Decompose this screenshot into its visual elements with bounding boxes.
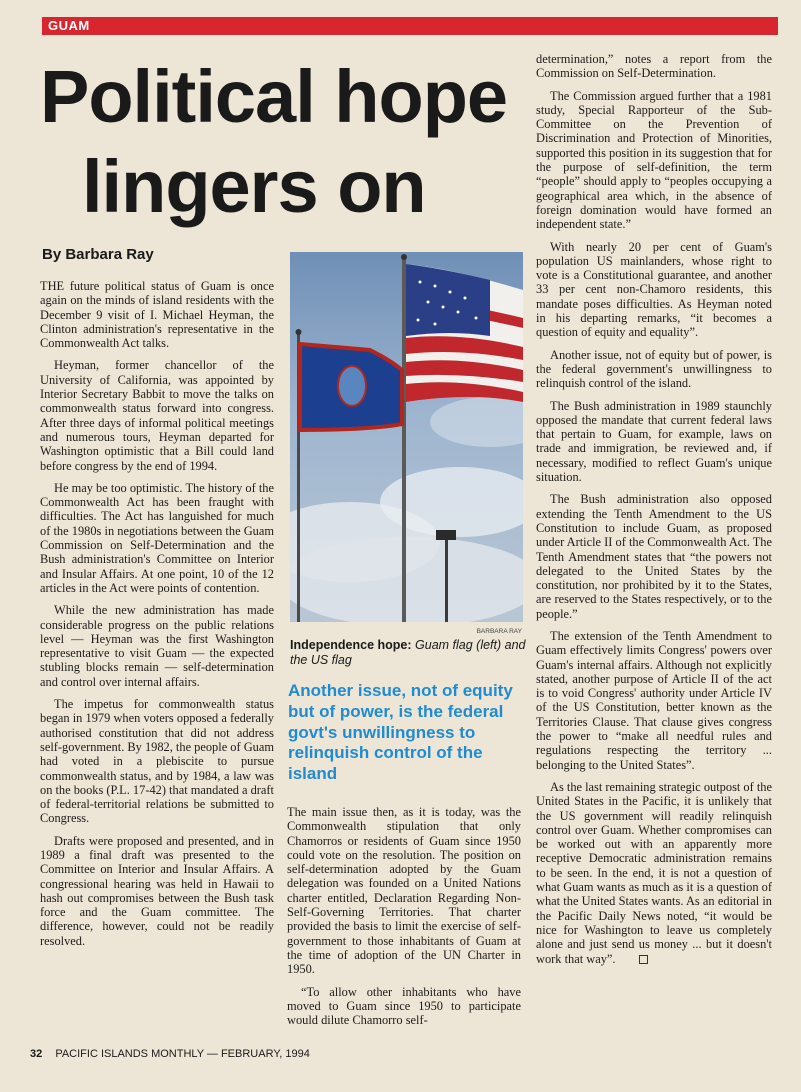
end-mark-icon bbox=[639, 955, 648, 964]
caption-title: Independence hope: bbox=[290, 638, 412, 652]
paragraph: determination,” notes a report from the Commission on Self-Determination. bbox=[536, 52, 772, 81]
caption-text: Guam flag (left) and the US flag bbox=[290, 638, 526, 667]
paragraph: The impetus for commonwealth status began in 1979 when voters opposed a federally authorised constitution that did not address self-government. By 1982, the people of Guam had voted in a plebiscite to pursue commonwealth status, and by 1984, a law was on the books (P.L. 17-42) that mandated a draft of federal-territorial relations be submitted to Congress. bbox=[40, 697, 274, 826]
paragraph: The extension of the Tenth Amendment to Guam effectively limits Congress' powers over Guam's internal affairs. Although not explicitly stated, another purpose of Article II of the act is to void Congress' authority under Article IV of the US Constitution, better known as the Territories Clause. That clause gives congress the power to “make all needful rules and regulations respecting the territory ... belonging to the United States”. bbox=[536, 628, 772, 772]
paragraph: THE future political status of Guam is once again on the minds of island residents with the December 9 visit of I. Michael Heyman, the Clinton administration's representative in the Commonwealth Act talks. bbox=[40, 279, 274, 351]
paragraph: The Commission argued further that a 1981 study, Special Rapporteur of the Sub-Committee on the Prevention of Discrimination and Protection of Minorities, supported this position in its suggestion that for the purpose of self-definition, the term “people” should apply to “peoples occupying a geographical area which, in the absence of foreign domination would have formed an independent state.” bbox=[536, 88, 772, 232]
article-column-1 bbox=[40, 279, 274, 956]
photo-caption bbox=[290, 638, 526, 668]
article-column-3 bbox=[536, 52, 772, 974]
page-footer bbox=[30, 1048, 310, 1060]
paragraph-last bbox=[536, 780, 772, 966]
headline bbox=[40, 52, 540, 232]
paragraph: Heyman, former chancellor of the University of California, was appointed by Interior Secretary Babbit to move the talks on commonwealth status forward into congress. After three days of informal political meetings and numerous tours, Heyman departed for Washington optimistic that a Bill could land before congress by the end of 1994. bbox=[40, 358, 274, 473]
article-column-2 bbox=[287, 805, 521, 1035]
paragraph: “To allow other inhabitants who have moved to Guam since 1950 to participate would dilute Chamorro self- bbox=[287, 984, 521, 1028]
page-number: 32 bbox=[30, 1048, 43, 1060]
paragraph: The Bush administration also opposed extending the Tenth Amendment to the US Constitution to include Guam, as proposed under Article II of the Commonwealth Act. The Tenth Amendment states that “the powers not delegated to the United States by the constitution, nor prohibited by it to the States, are reserved to the States respectively, or to the people.” bbox=[536, 492, 772, 621]
paragraph: Drafts were proposed and presented, and in 1989 a final draft was presented to the Committee on Interior and Insular Affairs. A congressional hearing was held in Hawaii to hash out compromises between the Bush task force and the Guam committee. The difference, however, could not be readily resolved. bbox=[40, 833, 274, 948]
publication-line: PACIFIC ISLANDS MONTHLY — FEBRUARY, 1994 bbox=[55, 1048, 310, 1060]
paragraph-last-text: As the last remaining strategic outpost of the United States in the Pacific, it is unlikely that the US government will readily relinquish control over Guam. Whether compromises can be worked out with an apparently more receptive Democratic administration remains to be seen. In the end, it is not a question of what Guam wants as much as it is a question of what the United States wants. As an editorial in the Pacific Daily News noted, “it would be nice for Washington to leave us completely alone and just send us money ... but it doesn't work that way”. bbox=[536, 779, 772, 966]
byline: By Barbara Ray bbox=[42, 246, 154, 263]
headline-line-1: Political hope bbox=[40, 55, 508, 138]
headline-line-2: lingers on bbox=[82, 145, 426, 228]
flags-photo bbox=[290, 252, 523, 622]
pull-quote: Another issue, not of equity but of power, is the federal govt's unwillingness to relinquish control of the island bbox=[288, 681, 513, 784]
paragraph: The main issue then, as it is today, was the Commonwealth stipulation that only Chamorros or residents of Guam since 1950 could vote on the resolution. The position on self-determination adopted by the Guam delegation was founded on a United Nations charter entitled, Declaration Regarding Non-Self-Governing Territories. That charter provided the basis to limit the exercise of self-government to those inhabitants of Guam at the time of adoption of the UN Charter in 1950. bbox=[287, 805, 521, 977]
paragraph: While the new administration has made considerable progress on the public relations level — Heyman was the first Washington representative to visit Guam — the expected stubling blocks remain — self-determination and control over internal affairs. bbox=[40, 603, 274, 689]
photo-credit: BARBARA RAY bbox=[476, 628, 522, 635]
paragraph: With nearly 20 per cent of Guam's population US mainlanders, whose right to vote is a Constitutional guarantee, and another 33 per cent non-Chamoro residents, this mandate poses difficulties. As Heyman noted in his departing remarks, “it becomes a question of equity and equality”. bbox=[536, 239, 772, 340]
paragraph: Another issue, not of equity but of power, is the federal government's unwillingness to relinquish control of the island. bbox=[536, 347, 772, 391]
paragraph: The Bush administration in 1989 staunchly opposed the mandate that current federal laws that pertain to Guam, for example, laws on trade and immigration, be reviewed and, if necessary, modified to reflect Guam's unique situation. bbox=[536, 398, 772, 485]
flags-photo-illustration bbox=[290, 252, 523, 622]
paragraph: He may be too optimistic. The history of the Commonwealth Act has been fraught with difficulties. The Act has languished for much of the 1980s in negotiations between the Guam Commission on Self-Determination and the Bush administration's Committee on Interior and Insular Affairs. At one point, 10 of the 12 articles in the Act were points of contention. bbox=[40, 480, 274, 595]
section-bar bbox=[42, 17, 778, 35]
section-label: GUAM bbox=[48, 18, 90, 33]
